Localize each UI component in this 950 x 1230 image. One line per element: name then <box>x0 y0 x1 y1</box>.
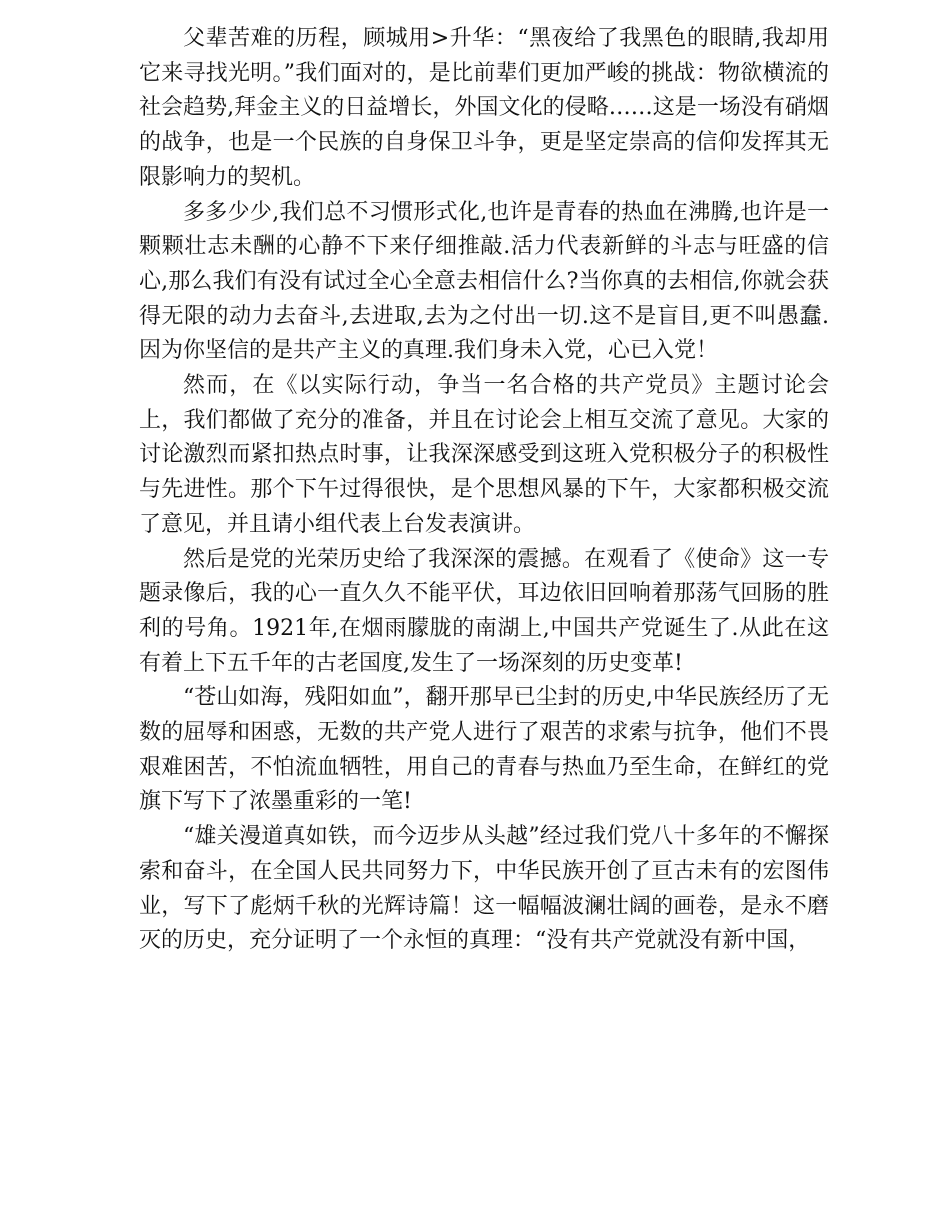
body-text <box>139 22 829 959</box>
paragraph-1: 父辈苦难的历程，顾城用>升华：“黑夜给了我黑色的眼睛,我却用它来寻找光明。”我们面对的，是比前辈们更加严峻的挑战：物欲横流的社会趋势,拜金主义的日益增长，外国文化的侵略……这是一场没有硝烟的战争，也是一个民族的自身保卫斗争，更是坚定崇高的信仰发挥其无限影响力的契机。 <box>139 26 829 190</box>
paragraph-4: 然后是党的光荣历史给了我深深的震撼。在观看了《使命》这一专题录像后，我的心一直久久不能平伏，耳边依旧回响着那荡气回肠的胜利的号角。1921年,在烟雨朦胧的南湖上,中国共产党诞生了.从此在这有着上下五千年的古老国度,发生了一场深刻的历史变革! <box>139 546 829 676</box>
paragraph-6: “雄关漫道真如铁，而今迈步从头越”经过我们党八十多年的不懈探索和奋斗，在全国人民共同努力下，中华民族开创了亘古未有的宏图伟业，写下了彪炳千秋的光辉诗篇！这一幅幅波澜壮阔的画卷，是永不磨灭的历史，充分证明了一个永恒的真理：“没有共产党就没有新中国， <box>139 824 829 954</box>
paragraph-5: “苍山如海，残阳如血”，翻开那早已尘封的历史,中华民族经历了无数的屈辱和困惑，无数的共产党人进行了艰苦的求索与抗争，他们不畏艰难困苦，不怕流血牺牲，用自己的青春与热血乃至生命，在鲜红的党旗下写下了浓墨重彩的一笔! <box>139 685 829 815</box>
paragraph-3: 然而，在《以实际行动，争当一名合格的共产党员》主题讨论会上，我们都做了充分的准备，并且在讨论会上相互交流了意见。大家的讨论激烈而紧扣热点时事，让我深深感受到这班入党积极分子的积极性与先进性。那个下午过得很快，是个思想风暴的下午，大家都积极交流了意见，并且请小组代表上台发表演讲。 <box>139 373 829 537</box>
paragraph-2: 多多少少,我们总不习惯形式化,也许是青春的热血在沸腾,也许是一颗颗壮志未酬的心静不下来仔细推敲.活力代表新鲜的斗志与旺盛的信心,那么我们有没有试过全心全意去相信什么?当你真的去相信,你就会获得无限的动力去奋斗,去进取,去为之付出一切.这不是盲目,更不叫愚蠢.因为你坚信的是共产主义的真理.我们身未入党，心已入党！ <box>139 199 829 364</box>
